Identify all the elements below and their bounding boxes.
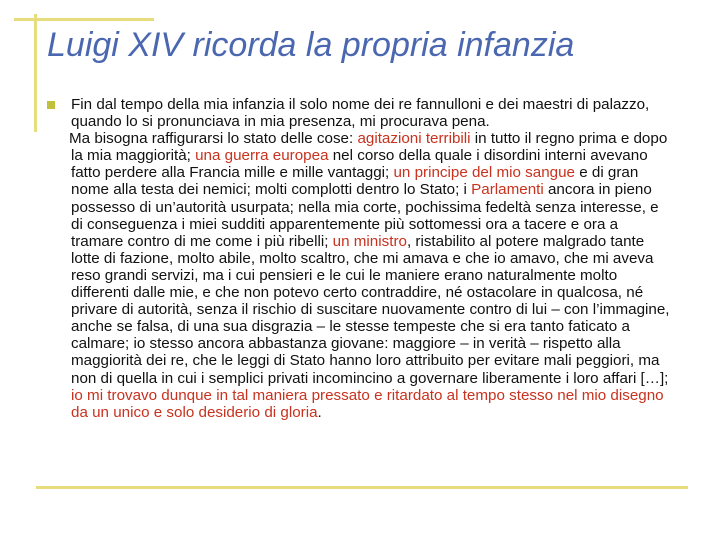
- text-run: in tutto il regno prima e dopo la mia maggiorità;: [71, 130, 668, 165]
- slide-title: Luigi XIV ricorda la propria infanzia: [47, 26, 575, 64]
- text-run: , ristabilito al potere malgrado tante lotte di fazione, molto abile, molto scaltro, che mi amava e che io amavo, che mi aveva reso grandi servizi, ma i cui pensieri e le cui le maniere erano naturalmente molto differenti dalle mie, e che non potevo certo contraddire, né ostacolare in qualcosa, né privare di autorità, senza il rischio di suscitare nuovamente contro di lui – con l’immagine, anche se falsa, di una sua disgrazia – le stesse tempeste che si era tanto faticato a calmare; io stesso ancora abbastanza giovane: maggiore – in verità – rispetto alla maggiorità dei re, che le leggi di Stato hanno loro attribuito per evitare mali peggiori, ma non di quella in cui i semplici privati incomincino a governare liberamente i loro affari […];: [71, 232, 670, 387]
- text-run: e di gran nome alla testa dei nemici; molti complotti dentro lo Stato; i: [71, 164, 639, 199]
- bullet-square-icon: [47, 101, 55, 109]
- highlight-ministro: un ministro: [332, 232, 407, 250]
- decorative-left-line: [34, 14, 37, 132]
- paragraph-2: [71, 130, 671, 421]
- paragraph-1: Fin dal tempo della mia infanzia il solo nome dei re fannulloni e dei maestri di palazzo, quando lo si pronunciava in mia presenza, mi procurava pena.: [71, 96, 650, 131]
- text-run: .: [317, 403, 322, 421]
- highlight-agitazioni: agitazioni terribili: [357, 130, 471, 148]
- highlight-principe: un principe del mio sangue: [393, 164, 575, 182]
- decorative-bottom-line: [36, 486, 688, 489]
- highlight-conclusione: io mi trovavo dunque in tal maniera pressato e ritardato al tempo stesso nel mio disegno da un unico e solo desiderio di gloria: [71, 386, 664, 421]
- text-run: Ma bisogna raffigurarsi lo stato delle cose:: [69, 130, 358, 148]
- text-run: ancora in pieno possesso di un’autorità usurpata; nella mia corte, pochissima fedeltà senza interesse, e di conseguenza i miei sudditi apparentemente più sottomessi ora a tacere e ora a tramare contro di me come i più ribelli;: [71, 181, 659, 250]
- highlight-parlamenti: Parlamenti: [471, 181, 544, 199]
- slide-body: [71, 96, 671, 421]
- text-run: nel corso della quale i disordini interni avevano fatto perdere alla Francia mille e mille vantaggi;: [71, 147, 648, 182]
- highlight-guerra: una guerra europea: [195, 147, 329, 165]
